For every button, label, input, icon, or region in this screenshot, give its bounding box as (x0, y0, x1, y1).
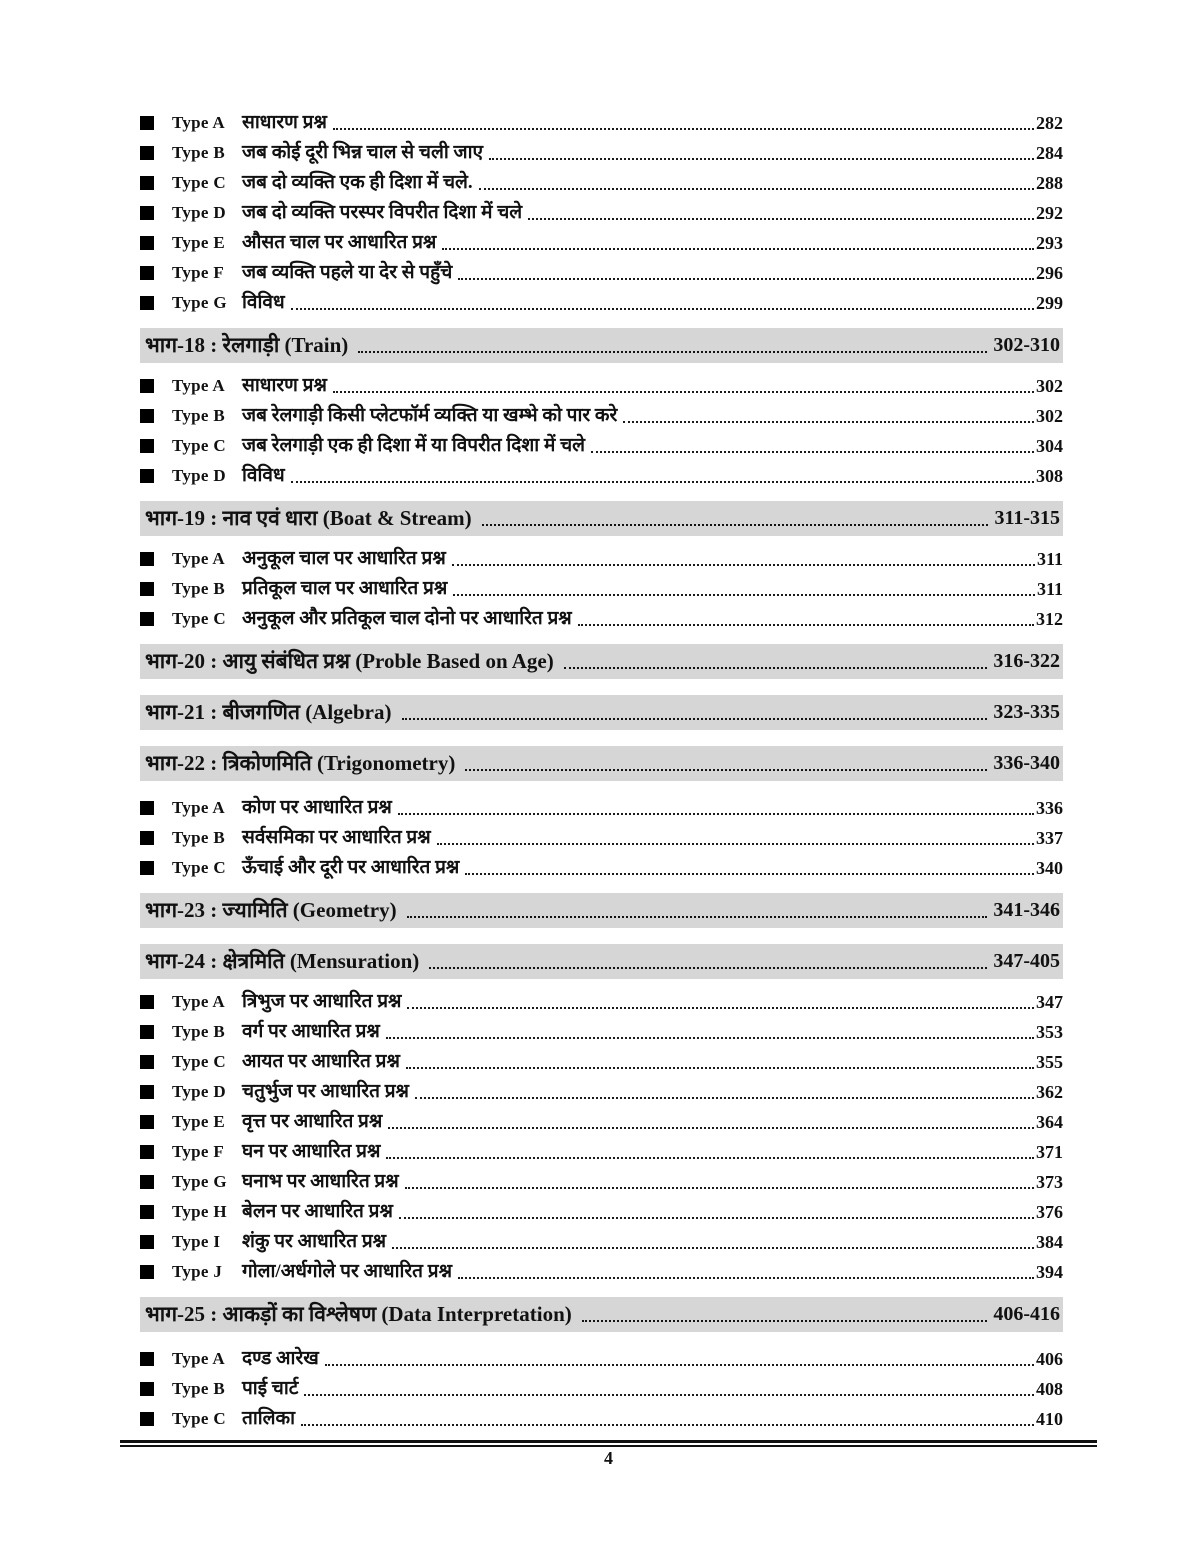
toc-item-type-label: Type G (172, 293, 227, 312)
toc-item-type-label: Type B (172, 579, 225, 598)
bullet-square-icon (140, 206, 154, 220)
toc-item-row (140, 461, 1063, 491)
bullet-square-icon (140, 1175, 154, 1189)
dot-leader (291, 288, 1034, 310)
section-header-bar (140, 746, 1063, 781)
bullet-square-icon (140, 146, 154, 160)
toc-item-type-label: Type B (172, 1022, 225, 1041)
toc-item-row (140, 371, 1063, 401)
section-header-bar (140, 944, 1063, 979)
dot-leader (386, 1137, 1034, 1159)
dot-leader (458, 1257, 1034, 1279)
section-header-bar (140, 695, 1063, 730)
dot-leader (465, 746, 987, 771)
toc-item-page-number: 406 (1036, 1349, 1063, 1369)
toc-item-type-label: Type C (172, 436, 226, 455)
toc-item-type-label: Type A (172, 549, 225, 568)
toc-item-type-label: Type B (172, 828, 225, 847)
bullet-square-icon (140, 1085, 154, 1099)
toc-item-page-number: 384 (1036, 1232, 1063, 1252)
bullet-square-icon (140, 1115, 154, 1129)
toc-item-title: चतुर्भुज पर आधारित प्रश्न (242, 1081, 409, 1102)
bullet-square-icon (140, 861, 154, 875)
bullet-square-icon (140, 116, 154, 130)
toc-item-title: बेलन पर आधारित प्रश्न (242, 1201, 393, 1222)
toc-item-page-number: 296 (1036, 263, 1063, 283)
toc-item-row (140, 228, 1063, 258)
toc-item-page-number: 284 (1036, 143, 1063, 163)
toc-item-type-label: Type B (172, 406, 225, 425)
toc-item-type-label: Type D (172, 203, 226, 222)
bullet-square-icon (140, 582, 154, 596)
bullet-square-icon (140, 1235, 154, 1249)
toc-item-title: जब रेलगाड़ी एक ही दिशा में या विपरीत दिशा में चले (242, 435, 586, 456)
toc-item-page-number: 410 (1036, 1409, 1063, 1429)
toc-item-title: तालिका (242, 1408, 296, 1429)
dot-leader (623, 401, 1034, 423)
toc-item-row (140, 1077, 1063, 1107)
dot-leader (442, 228, 1034, 250)
toc-item-title: जब व्यक्ति पहले या देर से पहुँचे (242, 262, 453, 283)
toc-item-title: साधारण प्रश्न (242, 375, 327, 396)
toc-item-page-number: 353 (1036, 1022, 1063, 1042)
dot-leader (398, 793, 1034, 815)
toc-item-page-number: 282 (1036, 113, 1063, 133)
toc-item-row (140, 1047, 1063, 1077)
section-header-title: भाग-22 : त्रिकोणमिति (Trigonometry) (145, 751, 456, 775)
dot-leader (388, 1107, 1034, 1129)
dot-leader (358, 328, 987, 353)
bullet-square-icon (140, 1352, 154, 1366)
toc-item-row (140, 1167, 1063, 1197)
toc-item-type-label: Type C (172, 858, 226, 877)
toc-item-title: आयत पर आधारित प्रश्न (242, 1051, 400, 1072)
toc-item-title: पाई चार्ट (242, 1378, 299, 1399)
toc-item-row (140, 401, 1063, 431)
toc-item-type-label: Type A (172, 992, 225, 1011)
toc-item-title: सर्वसमिका पर आधारित प्रश्न (242, 827, 431, 848)
toc-item-title: वर्ग पर आधारित प्रश्न (242, 1021, 380, 1042)
toc-item-row (140, 431, 1063, 461)
bullet-square-icon (140, 469, 154, 483)
toc-item-title: शंकु पर आधारित प्रश्न (242, 1231, 387, 1252)
bullet-square-icon (140, 409, 154, 423)
toc-item-title: अनुकूल चाल पर आधारित प्रश्न (242, 548, 446, 569)
toc-item-title: जब दो व्यक्ति एक ही दिशा में चले. (242, 172, 473, 193)
toc-item-row (140, 574, 1063, 604)
toc-item-title: ऊँचाई और दूरी पर आधारित प्रश्न (242, 857, 460, 878)
section-header-page-range: 347-405 (993, 950, 1060, 972)
section-header-page-range: 316-322 (993, 650, 1060, 672)
section-header-bar (140, 644, 1063, 679)
toc-item-title: जब कोई दूरी भिन्न चाल से चली जाए (242, 142, 484, 163)
bullet-square-icon (140, 612, 154, 626)
toc-item-row (140, 168, 1063, 198)
bullet-square-icon (140, 379, 154, 393)
toc-item-row (140, 1404, 1063, 1434)
toc-item-title: जब रेलगाड़ी किसी प्लेटफॉर्म व्यक्ति या खम्भे को पार करे (242, 405, 618, 426)
toc-item-row (140, 1107, 1063, 1137)
bullet-square-icon (140, 1412, 154, 1426)
dot-leader (415, 1077, 1034, 1099)
toc-item-title: प्रतिकूल चाल पर आधारित प्रश्न (242, 578, 448, 599)
toc-item-page-number: 394 (1036, 1262, 1063, 1282)
toc-item-title: घन पर आधारित प्रश्न (242, 1141, 381, 1162)
toc-item-page-number: 311 (1036, 579, 1063, 599)
section-header-bar (140, 1297, 1063, 1332)
bullet-square-icon (140, 439, 154, 453)
section-header-title: भाग-20 : आयु संबंधित प्रश्न (Proble Based on Age) (145, 649, 554, 673)
toc-item-type-label: Type A (172, 1349, 225, 1368)
section-header-bar (140, 893, 1063, 928)
toc-item-page-number: 347 (1036, 992, 1063, 1012)
toc-item-type-label: Type E (172, 1112, 225, 1131)
toc-item-type-label: Type I (172, 1232, 221, 1251)
toc-item-page-number: 308 (1036, 466, 1063, 486)
page-footer (120, 1440, 1097, 1469)
bullet-square-icon (140, 1205, 154, 1219)
toc-item-page-number: 371 (1036, 1142, 1063, 1162)
dot-leader (564, 644, 988, 669)
section-header-page-range: 406-416 (993, 1303, 1060, 1325)
toc-item-type-label: Type B (172, 1379, 225, 1398)
dot-leader (304, 1374, 1034, 1396)
dot-leader (578, 604, 1034, 626)
dot-leader (333, 371, 1034, 393)
dot-leader (452, 544, 1035, 566)
toc-item-row (140, 138, 1063, 168)
toc-item-type-label: Type C (172, 1409, 226, 1428)
dot-leader (392, 1227, 1034, 1249)
toc-item-page-number: 312 (1036, 609, 1063, 629)
dot-leader (399, 1197, 1034, 1219)
toc-item-type-label: Type A (172, 798, 225, 817)
toc-item-type-label: Type A (172, 113, 225, 132)
section-header-title: भाग-24 : क्षेत्रमिति (Mensuration) (145, 949, 420, 973)
toc-item-row (140, 198, 1063, 228)
toc-item-type-label: Type G (172, 1172, 227, 1191)
dot-leader (291, 461, 1034, 483)
bullet-square-icon (140, 1265, 154, 1279)
toc-item-page-number: 364 (1036, 1112, 1063, 1132)
toc-item-type-label: Type H (172, 1202, 227, 1221)
dot-leader (402, 695, 988, 720)
section-header-title: भाग-25 : आकड़ों का विश्लेषण (Data Interpretation) (145, 1302, 572, 1326)
toc-item-type-label: Type C (172, 609, 226, 628)
toc-item-page-number: 302 (1036, 406, 1063, 426)
toc-item-title: त्रिभुज पर आधारित प्रश्न (242, 991, 402, 1012)
toc-item-type-label: Type D (172, 466, 226, 485)
toc-item-title: गोला/अर्धगोले पर आधारित प्रश्न (242, 1261, 453, 1282)
bullet-square-icon (140, 1145, 154, 1159)
toc-item-page-number: 304 (1036, 436, 1063, 456)
toc-item-row (140, 987, 1063, 1017)
dot-leader (325, 1344, 1034, 1366)
section-header-page-range: 302-310 (993, 334, 1060, 356)
dot-leader (582, 1297, 988, 1322)
footer-double-rule (120, 1440, 1097, 1447)
toc-item-row (140, 604, 1063, 634)
dot-leader (489, 138, 1034, 160)
dot-leader (405, 1167, 1034, 1189)
toc-item-type-label: Type E (172, 233, 225, 252)
dot-leader (301, 1404, 1034, 1426)
bullet-square-icon (140, 1025, 154, 1039)
toc-item-title: घनाभ पर आधारित प्रश्न (242, 1171, 399, 1192)
dot-leader (453, 574, 1035, 596)
toc-item-type-label: Type D (172, 1082, 226, 1101)
section-header-bar (140, 328, 1063, 363)
toc-item-type-label: Type C (172, 1052, 226, 1071)
bullet-square-icon (140, 831, 154, 845)
toc-item-page-number: 362 (1036, 1082, 1063, 1102)
dot-leader (528, 198, 1034, 220)
toc-item-row (140, 108, 1063, 138)
footer-page-number: 4 (604, 1448, 613, 1468)
dot-leader (437, 823, 1034, 845)
dot-leader (407, 987, 1034, 1009)
toc-item-title: साधारण प्रश्न (242, 112, 327, 133)
dot-leader (386, 1017, 1034, 1039)
dot-leader (591, 431, 1034, 453)
section-header-title: भाग-21 : बीजगणित (Algebra) (145, 700, 392, 724)
dot-leader (482, 501, 989, 526)
section-header-page-range: 341-346 (993, 899, 1060, 921)
toc-item-row (140, 258, 1063, 288)
toc-item-row (140, 1017, 1063, 1047)
toc-item-page-number: 376 (1036, 1202, 1063, 1222)
toc-item-title: कोण पर आधारित प्रश्न (242, 797, 392, 818)
toc-item-row (140, 793, 1063, 823)
toc-item-row (140, 288, 1063, 318)
bullet-square-icon (140, 236, 154, 250)
toc-item-title: वृत्त पर आधारित प्रश्न (242, 1111, 383, 1132)
toc-item-page-number: 408 (1036, 1379, 1063, 1399)
dot-leader (406, 1047, 1034, 1069)
section-header-title: भाग-23 : ज्यामिति (Geometry) (145, 898, 397, 922)
dot-leader (479, 168, 1034, 190)
bullet-square-icon (140, 1382, 154, 1396)
toc-item-row (140, 1137, 1063, 1167)
toc-item-type-label: Type F (172, 1142, 225, 1161)
bullet-square-icon (140, 995, 154, 1009)
dot-leader (429, 944, 987, 969)
toc-item-type-label: Type B (172, 143, 225, 162)
toc-item-row (140, 1344, 1063, 1374)
bullet-square-icon (140, 296, 154, 310)
toc-item-row (140, 1227, 1063, 1257)
toc-item-page-number: 373 (1036, 1172, 1063, 1192)
toc-item-type-label: Type J (172, 1262, 223, 1281)
toc-item-title: जब दो व्यक्ति परस्पर विपरीत दिशा में चले (242, 202, 523, 223)
toc-item-title: विविध (242, 465, 285, 486)
section-header-title: भाग-18 : रेलगाड़ी (Train) (145, 333, 349, 357)
toc-item-title: अनुकूल और प्रतिकूल चाल दोनो पर आधारित प्रश्न (242, 608, 572, 629)
toc-item-type-label: Type A (172, 376, 225, 395)
toc-item-title: दण्ड आरेख (242, 1348, 319, 1369)
dot-leader (465, 853, 1034, 875)
toc-item-page-number: 299 (1036, 293, 1063, 313)
toc-item-title: औसत चाल पर आधारित प्रश्न (242, 232, 437, 253)
toc-item-type-label: Type C (172, 173, 226, 192)
section-header-title: भाग-19 : नाव एवं धारा (Boat & Stream) (145, 506, 472, 530)
toc-item-page-number: 337 (1036, 828, 1063, 848)
toc-item-page-number: 302 (1036, 376, 1063, 396)
section-header-page-range: 323-335 (993, 701, 1060, 723)
dot-leader (458, 258, 1034, 280)
section-header-page-range: 311-315 (994, 507, 1060, 529)
bullet-square-icon (140, 1055, 154, 1069)
toc-item-page-number: 288 (1036, 173, 1063, 193)
toc-item-row (140, 1257, 1063, 1287)
dot-leader (333, 108, 1034, 130)
dot-leader (407, 893, 988, 918)
toc-item-page-number: 355 (1036, 1052, 1063, 1072)
bullet-square-icon (140, 266, 154, 280)
toc-item-page-number: 340 (1036, 858, 1063, 878)
toc-item-row (140, 1374, 1063, 1404)
toc-item-row (140, 544, 1063, 574)
toc-item-row (140, 853, 1063, 883)
section-header-bar (140, 501, 1063, 536)
bullet-square-icon (140, 801, 154, 815)
bullet-square-icon (140, 176, 154, 190)
toc-item-page-number: 293 (1036, 233, 1063, 253)
toc-item-title: विविध (242, 292, 285, 313)
toc-item-type-label: Type F (172, 263, 225, 282)
bullet-square-icon (140, 552, 154, 566)
toc-item-page-number: 336 (1036, 798, 1063, 818)
toc-item-page-number: 311 (1036, 549, 1063, 569)
section-header-page-range: 336-340 (993, 752, 1060, 774)
toc-item-row (140, 1197, 1063, 1227)
toc-item-row (140, 823, 1063, 853)
toc-item-page-number: 292 (1036, 203, 1063, 223)
